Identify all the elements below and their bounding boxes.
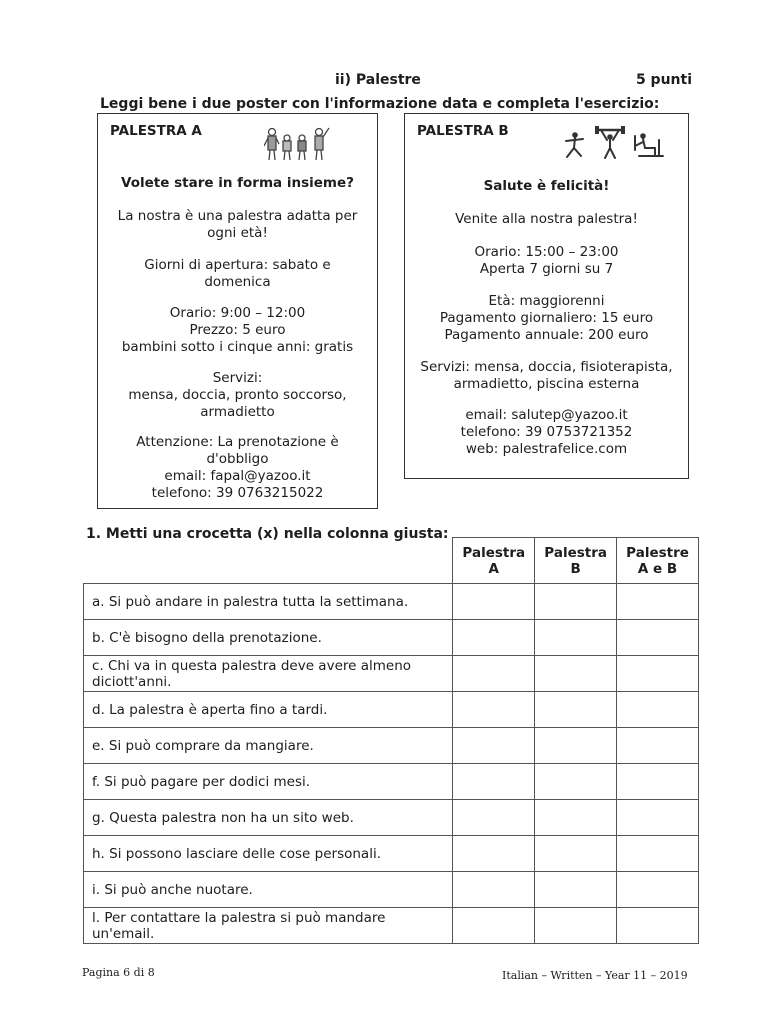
statement-text: f. Si può pagare per dodici mesi. [84, 764, 453, 800]
statement-text: l. Per contattare la palestra si può mandare un'email. [84, 908, 453, 944]
answer-cell[interactable] [535, 836, 617, 872]
statement-text: e. Si può comprare da mangiare. [84, 728, 453, 764]
statement-row [84, 908, 699, 944]
answer-cell[interactable] [617, 872, 699, 908]
answer-cell[interactable] [617, 764, 699, 800]
poster-b-fees: Età: maggiorenni Pagamento giornaliero: 15 euro Pagamento annuale: 200 euro [439, 293, 654, 343]
answer-cell[interactable] [617, 836, 699, 872]
statement-row [84, 764, 699, 800]
grid-header-blank [84, 538, 453, 584]
answer-cell[interactable] [453, 692, 535, 728]
statement-row [84, 872, 699, 908]
statement-row [84, 656, 699, 692]
answer-cell[interactable] [617, 800, 699, 836]
answer-cell[interactable] [617, 656, 699, 692]
poster-b-name: PALESTRA B [417, 123, 509, 139]
answer-cell[interactable] [453, 764, 535, 800]
section-title: ii) Palestre [335, 72, 421, 88]
statement-text: c. Chi va in questa palestra deve avere almeno diciott'anni. [84, 656, 453, 692]
statement-text: h. Si possono lasciare delle cose personali. [84, 836, 453, 872]
poster-a-slogan: Volete stare in forma insieme? [121, 175, 354, 191]
answer-cell[interactable] [617, 692, 699, 728]
answer-cell[interactable] [535, 764, 617, 800]
statement-text: i. Si può anche nuotare. [84, 872, 453, 908]
poster-a-name: PALESTRA A [110, 123, 202, 139]
poster-a-intro: La nostra è una palestra adatta per ogni età! [117, 208, 358, 241]
exercise-title: 1. Metti una crocetta (x) nella colonna giusta: [86, 526, 449, 542]
statement-row [84, 584, 699, 620]
answer-cell[interactable] [535, 656, 617, 692]
statement-text: g. Questa palestra non ha un sito web. [84, 800, 453, 836]
statement-row [84, 800, 699, 836]
answer-cell[interactable] [453, 908, 535, 944]
statement-row [84, 728, 699, 764]
answer-grid [83, 537, 699, 944]
poster-palestra-b [404, 113, 689, 479]
poster-a-days: Giorni di apertura: sabato e domenica [144, 257, 331, 290]
poster-b-contact: email: salutep@yazoo.it telefono: 39 0753721352 web: palestrafelice.com [460, 407, 633, 457]
grid-body [84, 584, 699, 944]
answer-cell[interactable] [453, 728, 535, 764]
answer-cell[interactable] [617, 908, 699, 944]
answer-cell[interactable] [535, 692, 617, 728]
answer-cell[interactable] [453, 800, 535, 836]
answer-cell[interactable] [453, 584, 535, 620]
answer-cell[interactable] [535, 728, 617, 764]
answer-cell[interactable] [535, 908, 617, 944]
poster-a-hours: Orario: 9:00 – 12:00 Prezzo: 5 euro bambini sotto i cinque anni: gratis [121, 305, 354, 355]
answer-cell[interactable] [453, 872, 535, 908]
column-header: Palestre A e B [617, 538, 699, 584]
fitness-icons [563, 126, 667, 165]
answer-cell[interactable] [535, 800, 617, 836]
statement-row [84, 692, 699, 728]
answer-cell[interactable] [617, 584, 699, 620]
grid-header-row [84, 538, 699, 584]
poster-b-services: Servizi: mensa, doccia, fisioterapista, armadietto, piscina esterna [420, 359, 673, 392]
answer-cell[interactable] [617, 620, 699, 656]
points-label: 5 punti [635, 72, 692, 88]
answer-cell[interactable] [535, 620, 617, 656]
answer-cell[interactable] [453, 836, 535, 872]
poster-b-slogan: Salute è felicità! [483, 178, 610, 194]
statement-text: a. Si può andare in palestra tutta la settimana. [84, 584, 453, 620]
poster-palestra-a [97, 113, 378, 509]
poster-b-hours: Orario: 15:00 – 23:00 Aperta 7 giorni su 7 [474, 244, 619, 277]
statement-text: d. La palestra è aperta fino a tardi. [84, 692, 453, 728]
answer-cell[interactable] [535, 872, 617, 908]
statement-text: b. C'è bisogno della prenotazione. [84, 620, 453, 656]
family-exercise-icon [264, 126, 336, 167]
course-label: Italian – Written – Year 11 – 2019 [502, 969, 688, 982]
column-header: Palestra A [453, 538, 535, 584]
poster-a-contact: Attenzione: La prenotazione è d'obbligo email: fapal@yazoo.it telefono: 39 0763215022 [136, 434, 339, 501]
answer-cell[interactable] [453, 656, 535, 692]
poster-b-intro: Venite alla nostra palestra! [455, 211, 638, 227]
answer-cell[interactable] [617, 728, 699, 764]
answer-cell[interactable] [453, 620, 535, 656]
instruction-text: Leggi bene i due poster con l'informazione data e completa l'esercizio: [100, 96, 660, 112]
statement-row [84, 836, 699, 872]
page-number: Pagina 6 di 8 [82, 966, 155, 979]
answer-cell[interactable] [535, 584, 617, 620]
section-header [0, 72, 768, 94]
poster-a-services: Servizi: mensa, doccia, pronto soccorso, armadietto [128, 370, 347, 420]
column-header: Palestra B [535, 538, 617, 584]
statement-row [84, 620, 699, 656]
